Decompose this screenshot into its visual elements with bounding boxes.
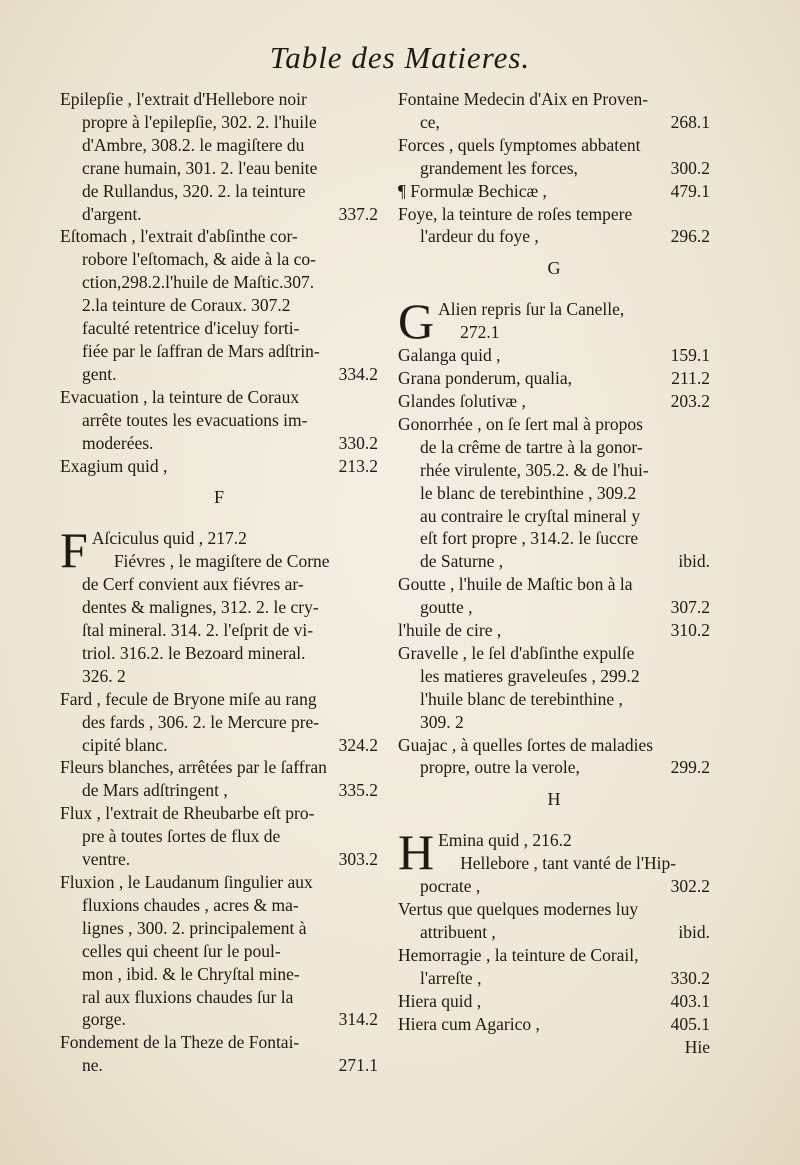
entry-text: Grana ponderum, qualia,	[398, 368, 572, 389]
entry-line-with-page	[398, 180, 710, 203]
index-entry	[398, 990, 710, 1013]
entry-line: 272.1	[460, 322, 500, 343]
page-number: ibid.	[678, 551, 710, 572]
entry-line: Fluxion , le Laudanum ſingulier aux	[60, 872, 313, 892]
entry-text: ¶ Formulæ Bechicæ ,	[398, 180, 547, 201]
entry-text: attribuent ,	[420, 922, 496, 942]
entry-line: le blanc de terebinthine , 309.2	[420, 482, 637, 503]
entry-line: mon , ibid. & le Chryſtal mine-	[82, 963, 300, 984]
section-letter-h: H	[547, 789, 561, 810]
entry-line: Aſciculus quid , 217.2	[91, 528, 247, 549]
entry-text: pocrate ,	[420, 876, 481, 897]
index-entry	[398, 367, 710, 390]
entry-line: de Cerf convient aux fiévres ar-	[82, 574, 304, 595]
entry-line: de Rullandus, 320. 2. la teinture	[82, 180, 306, 201]
page-number: 324.2	[338, 734, 378, 755]
entry-text: Glandes ſolutivæ ,	[398, 390, 526, 411]
entry-line: au contraire le cryſtal mineral y	[420, 505, 641, 526]
entry-line: fluxions chaudes , acres & ma-	[82, 894, 299, 915]
entry-line: Fontaine Medecin d'Aix en Proven-	[398, 89, 649, 109]
entry-line: eſt fort propre , 314.2. le ſuccre	[420, 528, 639, 549]
entry-line-with-page	[398, 756, 710, 779]
drop-cap-initial: F	[60, 522, 88, 579]
index-entry	[398, 203, 710, 249]
entry-line: Alien repris ſur la Canelle,	[438, 299, 625, 320]
index-entry	[60, 871, 378, 1031]
entry-line-with-page	[60, 779, 378, 802]
entry-line: Fard , fecule de Bryone miſe au rang	[60, 688, 317, 709]
entry-text: d'argent.	[82, 203, 142, 224]
entry-line-with-page	[398, 990, 710, 1013]
entry-text: de Mars adſtringent ,	[82, 780, 228, 801]
page-number: 159.1	[670, 345, 710, 366]
index-entry	[398, 619, 710, 642]
page-number: 405.1	[670, 1013, 710, 1034]
entry-line: Eſtomach , l'extrait d'abſinthe cor-	[60, 226, 298, 247]
entry-text: goutte ,	[420, 597, 473, 618]
entry-text: de Saturne ,	[420, 551, 504, 572]
entry-line: Goutte , l'huile de Maſtic bon à la	[398, 574, 633, 595]
entry-line: Evacuation , la teinture de Coraux	[60, 386, 300, 407]
entry-line: crane humain, 301. 2. l'eau benite	[82, 157, 318, 178]
entry-line: Fleurs blanches, arrêtées par le ſaffran	[60, 757, 327, 778]
page-number: 403.1	[670, 990, 710, 1011]
entry-text: l'ardeur du foye ,	[420, 226, 539, 247]
entry-text: cipité blanc.	[82, 734, 168, 755]
entry-line: lignes , 300. 2. principalement à	[82, 917, 307, 938]
page-number: 203.2	[670, 390, 710, 411]
entry-line-with-page	[398, 225, 710, 248]
page-number: 303.2	[338, 849, 378, 870]
page-number: 337.2	[338, 203, 378, 224]
page-number: 310.2	[670, 620, 710, 641]
entry-line-with-page	[398, 111, 710, 134]
index-entry	[398, 134, 710, 180]
entry-text: l'huile de cire ,	[398, 620, 502, 641]
entry-line-with-page	[398, 875, 710, 898]
entry-line-with-page	[398, 550, 710, 573]
entry-text: ventre.	[82, 849, 131, 870]
entry-line-with-page	[398, 390, 710, 413]
entry-line: 309. 2	[420, 711, 464, 732]
entry-line: Vertus que quelques modernes luy	[398, 899, 639, 920]
entry-line-with-page	[60, 363, 378, 386]
page-title: Table des Matieres.	[269, 40, 531, 75]
index-entry	[398, 944, 710, 990]
entry-line: propre à l'epilepſie, 302. 2. l'huile	[82, 111, 317, 132]
entry-text: Exagium quid ,	[60, 455, 168, 476]
page-number: 307.2	[670, 597, 710, 618]
page-number: 213.2	[338, 455, 378, 476]
entry-line-with-page	[60, 1054, 378, 1077]
index-entry	[398, 413, 710, 573]
entry-line-with-page	[398, 596, 710, 619]
right-column	[398, 88, 710, 1058]
index-entry	[60, 522, 378, 687]
page-number: 300.2	[670, 157, 710, 178]
drop-cap-initial: G	[398, 293, 435, 350]
index-entry	[60, 225, 378, 385]
page-number: 296.2	[670, 226, 710, 247]
entry-line: Foye, la teinture de roſes tempere	[398, 203, 633, 224]
page-number: 211.2	[671, 368, 710, 389]
index-entry	[60, 756, 378, 802]
entry-line-with-page	[60, 455, 378, 478]
entry-line: Epilepſie , l'extrait d'Hellebore noir	[60, 89, 307, 109]
index-entry	[398, 344, 710, 367]
entry-text: gorge.	[82, 1009, 126, 1030]
entry-text: ne.	[82, 1055, 103, 1076]
index-entry	[398, 642, 710, 734]
section-letter-f: F	[213, 487, 224, 508]
catchword: Hie	[684, 1036, 710, 1057]
entry-text: gent.	[82, 363, 117, 384]
entry-line-with-page	[60, 734, 378, 757]
entry-text: Hiera cum Agarico ,	[398, 1013, 540, 1034]
page-number: ibid.	[678, 922, 710, 942]
entry-text: ce,	[420, 111, 440, 132]
entry-text: moderées.	[82, 432, 154, 453]
index-entry	[60, 802, 378, 871]
entry-line: de la crême de tartre à la gonor-	[420, 436, 643, 457]
index-entry	[398, 88, 710, 134]
entry-line: ction,298.2.l'huile de Maſtic.307.	[82, 272, 315, 293]
entry-line: Emina quid , 216.2	[438, 830, 572, 851]
entry-line: l'huile blanc de terebinthine ,	[420, 688, 623, 709]
entry-line-with-page	[60, 1008, 378, 1031]
entry-text: l'arreſte ,	[420, 967, 482, 988]
entry-line-with-page	[398, 619, 710, 642]
entry-line: Gonorrhée , on ſe ſert mal à propos	[398, 413, 643, 434]
entry-line: celles qui cheent ſur le poul-	[82, 940, 281, 961]
index-entry	[398, 293, 710, 350]
entry-line: Hemorragie , la teinture de Corail,	[398, 944, 639, 965]
entry-line: d'Ambre, 308.2. le magiſtere du	[82, 134, 305, 155]
entry-line: Gravelle , le ſel d'abſinthe expulſe	[398, 642, 635, 663]
page-number: 299.2	[670, 757, 710, 778]
entry-line: ral aux fluxions chaudes ſur la	[82, 986, 294, 1007]
entry-line-with-page	[60, 203, 378, 226]
left-column	[60, 88, 378, 1077]
entry-text: grandement les forces,	[420, 157, 578, 178]
section-letter-g: G	[547, 258, 561, 279]
index-entry	[60, 386, 378, 455]
page-number: 271.1	[338, 1055, 378, 1076]
entry-text: Hiera quid ,	[398, 990, 482, 1011]
entry-line: 2.la teinture de Coraux. 307.2	[82, 295, 291, 316]
entry-line-with-page	[398, 367, 710, 390]
index-entry	[398, 824, 710, 898]
entry-line: Guajac , à quelles ſortes de maladies	[398, 734, 654, 755]
entry-line: Flux , l'extrait de Rheubarbe eſt pro-	[60, 803, 315, 824]
page-number: 330.2	[338, 432, 378, 453]
page-number: 302.2	[670, 876, 710, 897]
entry-line: 326. 2	[82, 665, 126, 686]
drop-cap-initial: H	[398, 824, 435, 881]
entry-line-with-page	[398, 157, 710, 180]
entry-line: robore l'eſtomach, & aide à la co-	[82, 249, 316, 270]
entry-line: faculté retentrice d'iceluy forti-	[82, 318, 300, 339]
entry-text: Galanga quid ,	[398, 345, 501, 366]
entry-line: dentes & malignes, 312. 2. le cry-	[82, 597, 319, 618]
entry-line-with-page	[398, 1013, 710, 1036]
page-number: 335.2	[338, 780, 378, 801]
entry-line: rhée virulente, 305.2. & de l'hui-	[420, 459, 649, 480]
index-entry	[398, 1013, 710, 1036]
index-entry	[398, 898, 710, 944]
page-number: 314.2	[338, 1009, 378, 1030]
entry-line: fiée par le ſaffran de Mars adſtrin-	[82, 340, 320, 361]
index-entry	[398, 734, 710, 780]
index-entry	[398, 573, 710, 619]
page-number: 334.2	[338, 363, 378, 384]
entry-line: Fondement de la Theze de Fontai-	[60, 1032, 300, 1053]
page-number: 330.2	[670, 967, 710, 988]
page-number: 479.1	[670, 180, 710, 201]
entry-line-with-page	[398, 967, 710, 990]
entry-line-with-page	[398, 921, 710, 944]
index-entry	[398, 180, 710, 203]
entry-line-with-page	[60, 432, 378, 455]
entry-line: Hellebore , tant vanté de l'Hip-	[460, 853, 677, 874]
entry-line: pre à toutes ſortes de flux de	[82, 826, 281, 847]
entry-line-with-page	[60, 848, 378, 871]
index-entry	[60, 455, 378, 478]
entry-line: ſtal mineral. 314. 2. l'eſprit de vi-	[82, 620, 314, 641]
index-entry	[398, 390, 710, 413]
entry-text: propre, outre la verole,	[420, 757, 580, 778]
entry-line: triol. 316.2. le Bezoard mineral.	[82, 642, 306, 663]
entry-line: arrête toutes les evacuations im-	[82, 409, 308, 430]
entry-line: les matieres graveleuſes , 299.2	[420, 665, 640, 686]
page-number: 268.1	[670, 111, 710, 132]
index-entry	[60, 1031, 378, 1077]
index-entry	[60, 88, 378, 225]
entry-line: Fiévres , le magiſtere de Corne	[113, 551, 330, 572]
entry-line-with-page	[398, 344, 710, 367]
entry-line: des fards , 306. 2. le Mercure pre-	[82, 711, 320, 732]
index-entry	[60, 688, 378, 757]
entry-line: Forces , quels ſymptomes abbatent	[398, 134, 641, 155]
